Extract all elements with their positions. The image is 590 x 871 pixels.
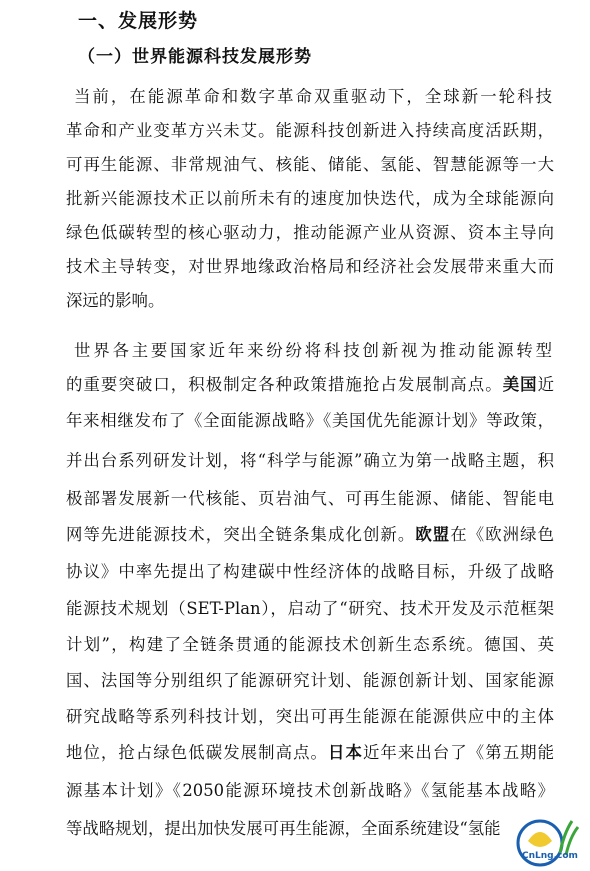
paragraph-1-line-2: 革命和产业变革方兴未艾。能源科技创新进入持续高度活跃期， bbox=[66, 121, 554, 140]
paragraph-1-line-6: 技术主导转变，对世界地缘政治格局和经济社会发展带来重大而 bbox=[66, 257, 554, 276]
paragraph-1-line-1: 当前，在能源革命和数字革命双重驱动下，全球新一轮科技 bbox=[74, 87, 552, 106]
paragraph-2-line-11: 研究战略等系列科技计划，突出可再生能源在能源供应中的主体 bbox=[66, 707, 554, 726]
paragraph-2-line-13: 源基本计划》《2050能源环境技术创新战略》《氢能基本战略》 bbox=[66, 781, 554, 800]
paragraph-2-line-12 bbox=[66, 736, 554, 770]
paragraph-2-line-1: 世界各主要国家近年来纷纷将科技创新视为推动能源转型 bbox=[74, 341, 552, 360]
paragraph-2-line-7: 协议》中率先提出了构建碳中性经济体的战略目标，升级了战略 bbox=[66, 562, 554, 581]
text-run: 近 bbox=[537, 375, 555, 394]
text-run: 地位，抢占绿色低碳发展制高点。 bbox=[66, 743, 329, 762]
paragraph-2-line-2 bbox=[66, 368, 554, 402]
text-run: 在《欧洲绿色 bbox=[450, 525, 555, 544]
text-run: 的重要突破口，积极制定各种政策措施抢占发展制高点。 bbox=[66, 375, 503, 394]
text-run: 近年来出台了《第五期能 bbox=[362, 743, 555, 762]
paragraph-1-line-3: 可再生能源、非常规油气、核能、储能、氢能、智慧能源等一大 bbox=[66, 155, 554, 174]
paragraph-2-line-8: 能源技术规划（SET-Plan），启动了“研究、技术开发及示范框架 bbox=[66, 599, 554, 618]
subsection-heading: （一）世界能源科技发展形势 bbox=[78, 47, 312, 67]
paragraph-2-line-14: 等战略规划，提出加快发展可再生能源，全面系统建设“氢能 bbox=[66, 819, 501, 838]
paragraph-1-line-7: 深远的影响。 bbox=[66, 291, 165, 310]
text-run: 网等先进能源技术，突出全链条集成化创新。 bbox=[66, 525, 416, 544]
paragraph-1-line-5: 绿色低碳转型的核心驱动力，推动能源产业从资源、资本主导向 bbox=[66, 223, 554, 242]
paragraph-2-line-6 bbox=[66, 518, 554, 552]
paragraph-2-line-10: 国、法国等分别组织了能源研究计划、能源创新计划、国家能源 bbox=[66, 671, 554, 690]
bold-term-eu: 欧盟 bbox=[415, 525, 451, 544]
paragraph-2-line-5: 极部署发展新一代核能、页岩油气、可再生能源、储能、智能电 bbox=[66, 489, 554, 508]
paragraph-2-line-9: 计划”，构建了全链条贯通的能源技术创新生态系统。德国、英 bbox=[66, 635, 554, 654]
watermark-text: CnLng.com bbox=[522, 851, 578, 861]
paragraph-2-line-4: 并出台系列研发计划，将“科学与能源”确立为第一战略主题，积 bbox=[66, 451, 554, 470]
logo-flame-shape bbox=[528, 832, 552, 847]
bold-term-usa: 美国 bbox=[502, 375, 538, 394]
bold-term-japan: 日本 bbox=[328, 743, 363, 762]
paragraph-2-line-3: 年来相继发布了《全面能源战略》《美国优先能源计划》等政策， bbox=[66, 411, 554, 430]
section-heading: 一、发展形势 bbox=[78, 10, 199, 32]
paragraph-1-line-4: 批新兴能源技术正以前所未有的速度加快迭代，成为全球能源向 bbox=[66, 189, 554, 208]
